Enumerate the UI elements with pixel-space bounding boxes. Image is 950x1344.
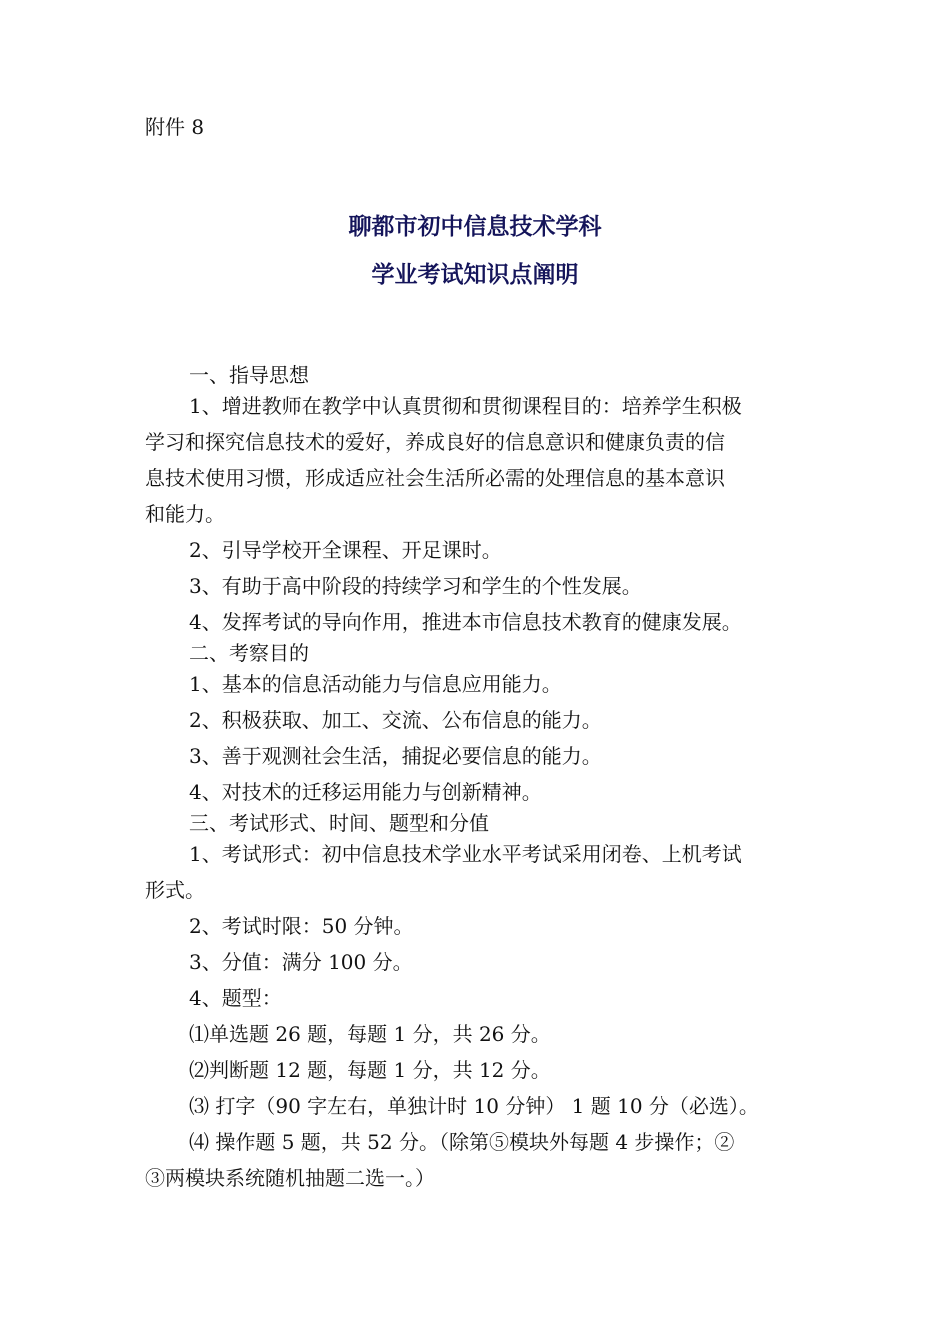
attachment-label: 附件 8 xyxy=(145,115,205,139)
paragraph-line: 1、增进教师在教学中认真贯彻和贯彻课程目的：培养学生积极 xyxy=(189,394,742,418)
section-heading-objectives: 二、考察目的 xyxy=(189,641,309,665)
list-item: ⑵判断题 12 题，每题 1 分，共 12 分。 xyxy=(189,1058,551,1082)
list-item: 3、分值：满分 100 分。 xyxy=(189,950,413,974)
section-heading-exam-format: 三、考试形式、时间、题型和分值 xyxy=(189,811,489,835)
paragraph-line: ⑷ 操作题 5 题，共 52 分。（除第⑤模块外每题 4 步操作；② xyxy=(189,1130,735,1154)
document-title-line1: 聊都市初中信息技术学科 xyxy=(348,214,602,240)
list-item: 3、有助于高中阶段的持续学习和学生的个性发展。 xyxy=(189,574,642,598)
list-item: 3、善于观测社会生活，捕捉必要信息的能力。 xyxy=(189,744,602,768)
paragraph-line: 学习和探究信息技术的爱好，养成良好的信息意识和健康负责的信 xyxy=(145,430,725,454)
list-item: ⑶ 打字（90 字左右，单独计时 10 分钟） 1 题 10 分（必选）。 xyxy=(189,1094,759,1118)
list-item: 4、发挥考试的导向作用，推进本市信息技术教育的健康发展。 xyxy=(189,610,742,634)
document-title-line2: 学业考试知识点阐明 xyxy=(371,262,579,288)
paragraph-line: 1、考试形式：初中信息技术学业水平考试采用闭卷、上机考试 xyxy=(189,842,742,866)
list-item: 2、考试时限：50 分钟。 xyxy=(189,914,414,938)
list-item: 4、题型： xyxy=(189,986,282,1010)
paragraph-line: 息技术使用习惯，形成适应社会生活所必需的处理信息的基本意识 xyxy=(145,466,725,490)
list-item: 1、基本的信息活动能力与信息应用能力。 xyxy=(189,672,562,696)
paragraph-line: 和能力。 xyxy=(145,502,225,526)
document-body xyxy=(145,362,810,1196)
list-item: 2、引导学校开全课程、开足课时。 xyxy=(189,538,502,562)
list-item: 4、对技术的迁移运用能力与创新精神。 xyxy=(189,780,542,804)
list-item: ⑴单选题 26 题，每题 1 分，共 26 分。 xyxy=(189,1022,551,1046)
paragraph-line: ③两模块系统随机抽题二选一。） xyxy=(145,1166,435,1190)
paragraph-line: 形式。 xyxy=(145,878,205,902)
section-heading-guiding-principles: 一、指导思想 xyxy=(189,363,309,387)
list-item: 2、积极获取、加工、交流、公布信息的能力。 xyxy=(189,708,602,732)
